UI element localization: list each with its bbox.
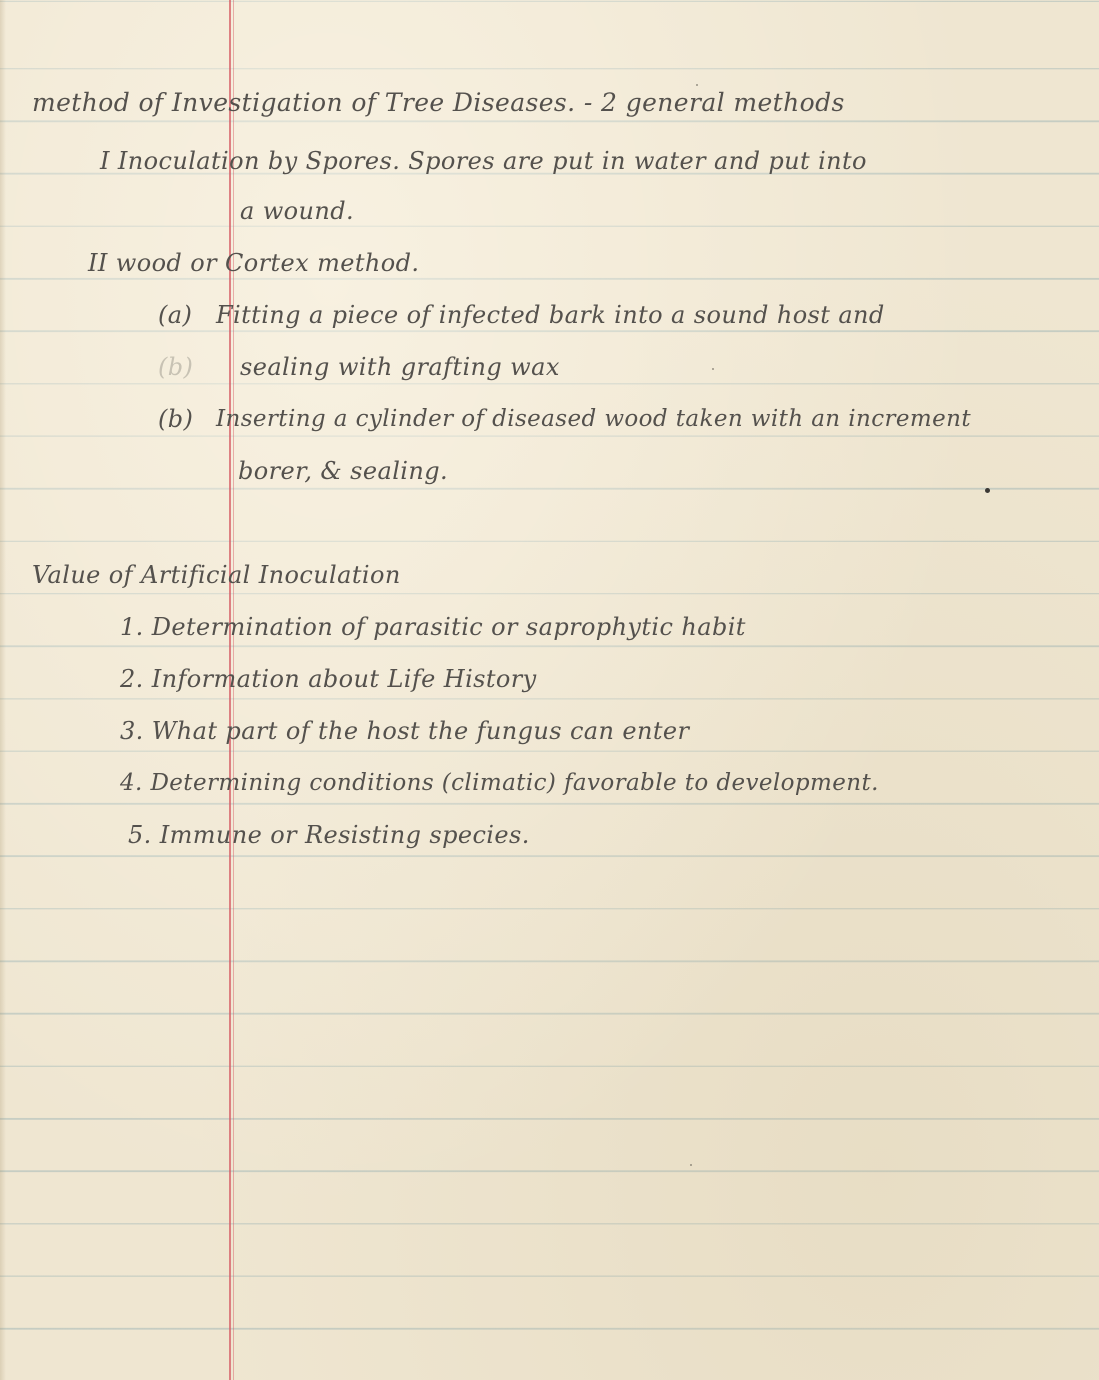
value-title: Value of Artificial Inoculation — [32, 561, 401, 589]
method-1-line-1: I Inoculation by Spores. Spores are put in water and put into — [100, 147, 867, 175]
value-item-3: 3. What part of the host the fungus can enter — [120, 717, 690, 745]
method-2-title: II wood or Cortex method. — [88, 249, 420, 277]
item-b-marker: (b) — [158, 405, 194, 433]
value-item-2: 2. Information about Life History — [120, 665, 537, 693]
value-item-5: 5. Immune or Resisting species. — [128, 821, 530, 849]
value-item-1: 1. Determination of parasitic or saprophytic habit — [120, 613, 746, 641]
notes-heading: method of Investigation of Tree Diseases. - 2 general methods — [32, 88, 845, 117]
item-b-line-2: borer, & sealing. — [238, 457, 449, 485]
item-a-line-1: Fitting a piece of infected bark into a sound host and — [216, 301, 885, 329]
value-item-4: 4. Determining conditions (climatic) favorable to development. — [120, 770, 879, 796]
paper-speck — [712, 368, 714, 370]
paper-speck — [690, 1164, 692, 1166]
ink-speck — [985, 488, 990, 493]
item-b-line-1: Inserting a cylinder of diseased wood taken with an increment — [216, 406, 971, 432]
erased-marker: (b) — [158, 353, 194, 381]
paper-edge-shadow — [0, 0, 6, 1380]
item-a-marker: (a) — [158, 301, 193, 329]
method-1-line-2: a wound. — [240, 197, 355, 225]
paper-speck — [696, 84, 698, 86]
item-a-line-2: sealing with grafting wax — [240, 353, 560, 381]
